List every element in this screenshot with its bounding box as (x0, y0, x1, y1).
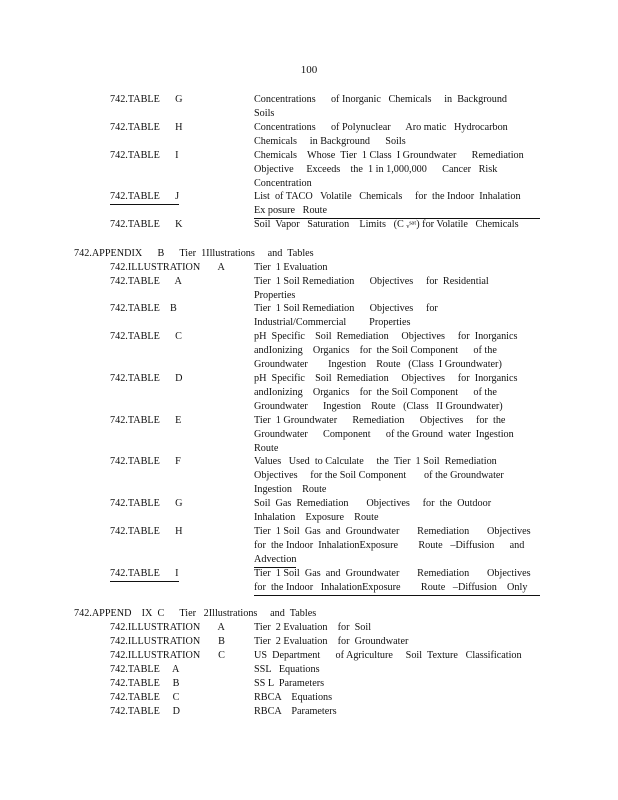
table-title-line: Objectives for the Soil Component of the Groundwater (254, 470, 504, 481)
table-ref: 742.TABLE D (110, 373, 183, 384)
table-ref: 742.TABLE I (110, 150, 179, 161)
table-title-line: Objective Exceeds the 1 in 1,000,000 Cancer Risk (254, 164, 498, 175)
table-title (254, 275, 540, 303)
table-ref: 742.TABLE G (110, 94, 183, 105)
table-title (254, 218, 540, 232)
table-title (254, 261, 540, 275)
table-title-line: Tier 1 Soil Remediation Objectives for Residential (254, 276, 489, 287)
table-title (254, 149, 540, 191)
table-title-line: Concentrations of Polynuclear Aro matic Hydrocarbon (254, 122, 508, 133)
table-title-line: Tier 1 Soil Gas and Groundwater Remediation Objectives (254, 526, 531, 537)
table-title-line: Groundwater Component of the Ground water Ingestion (254, 429, 514, 440)
table-title (254, 649, 540, 663)
table-ref: 742.TABLE K (110, 219, 183, 230)
table-title-line: Concentration (254, 178, 312, 189)
table-title (254, 302, 540, 330)
table-title-line: Tier 1 Soil Remediation Objectives for (254, 303, 438, 314)
table-ref: 742.TABLE C (110, 692, 180, 703)
table-title-line: List of TACO Volatile Chemicals for the Indoor Inhalation (254, 191, 521, 202)
table-title-line: pH Specific Soil Remediation Objectives for Inorganics (254, 373, 518, 384)
table-ref: 742.TABLE H (110, 526, 183, 537)
table-title-line: andIonizing Organics for the Soil Component of the (254, 345, 497, 356)
table-ref: 742.ILLUSTRATION C (110, 650, 225, 661)
table-title-line: Groundwater Ingestion Route (Class I Groundwater) (254, 359, 502, 370)
table-ref: 742.TABLE I (110, 567, 179, 582)
table-ref: 742.ILLUSTRATION B (110, 636, 225, 647)
table-title-line: Tier 2 Evaluation for Soil (254, 622, 372, 633)
table-title-line: Properties (254, 290, 296, 301)
table-ref: 742.TABLE A (110, 664, 180, 675)
table-title-line: Values Used to Calculate the Tier 1 Soil Remediation (254, 456, 497, 467)
table-title-line: Industrial/Commercial Properties (254, 317, 411, 328)
table-title-line: Concentrations of Inorganic Chemicals in Background (254, 94, 508, 105)
table-title-line: Groundwater Ingestion Route (Class II Groundwater) (254, 401, 503, 412)
table-title (254, 677, 540, 691)
table-title (254, 414, 540, 456)
table-ref: 742.ILLUSTRATION A (110, 262, 225, 273)
table-title (254, 497, 540, 525)
table-title-line: Ingestion Route (254, 484, 327, 495)
table-title-line: pH Specific Soil Remediation Objectives for Inorganics (254, 331, 518, 342)
table-ref: 742.TABLE B (110, 678, 180, 689)
table-ref: 742.TABLE F (110, 456, 181, 467)
table-title-line: SSL Equations (254, 664, 320, 675)
page-number: 100 (300, 64, 318, 76)
table-title (254, 663, 540, 677)
table-title (254, 121, 540, 149)
table-ref: 742.TABLE J (110, 190, 179, 205)
table-title (254, 455, 540, 497)
table-title (254, 691, 540, 705)
table-title (254, 635, 540, 649)
table-title-line: SS L Parameters (254, 678, 325, 689)
table-title-line: Ex posure Route (254, 205, 327, 216)
table-ref: 742.TABLE E (110, 415, 182, 426)
table-title-line: Soil Gas Remediation Objectives for the Outdoor (254, 498, 492, 509)
table-title-line: Inhalation Exposure Route (254, 512, 379, 523)
table-ref: 742.TABLE B (110, 303, 177, 314)
table-ref: 742.TABLE C (110, 331, 182, 342)
table-title (254, 372, 540, 414)
table-title-line: Advection (254, 553, 296, 568)
appendix-c-heading: 742.APPEND IX C Tier 2Illustrations and Tables (74, 608, 317, 619)
table-ref: 742.TABLE H (110, 122, 183, 133)
table-title-line: RBCA Equations (254, 692, 333, 703)
table-title-line: Soil Vapor Saturation Limits (C ᵥˢᵃᵗ) for Volatile Chemicals (254, 219, 519, 230)
table-title-line: for the Indoor InhalationExposure Route –Diffusion and (254, 540, 525, 551)
appendix-b-heading: 742.APPENDIX B Tier 1Illustrations and Tables (74, 248, 314, 259)
table-ref: 742.ILLUSTRATION A (110, 622, 225, 633)
table-ref: 742.TABLE G (110, 498, 183, 509)
table-title (254, 190, 540, 219)
table-title (254, 330, 540, 372)
table-title-line: US Department of Agriculture Soil Texture Classification (254, 650, 522, 661)
table-title-line: Tier 1 Soil Gas and Groundwater Remediation Objectives (254, 568, 531, 579)
table-title-line: Route (254, 443, 279, 454)
table-title (254, 705, 540, 719)
table-title-line: RBCA Parameters (254, 706, 337, 717)
table-title (254, 621, 540, 635)
table-title-line: andIonizing Organics for the Soil Component of the (254, 387, 497, 398)
table-title-line: Soils (254, 108, 275, 119)
table-title (254, 93, 540, 121)
table-title-line: Chemicals in Background Soils (254, 136, 406, 147)
table-ref: 742.TABLE D (110, 706, 180, 717)
table-title-line: Tier 1 Evaluation (254, 262, 328, 273)
table-title-line: Tier 2 Evaluation for Groundwater (254, 636, 409, 647)
table-title-line: Tier 1 Groundwater Remediation Objectives for the (254, 415, 506, 426)
table-title (254, 567, 540, 596)
table-title (254, 525, 540, 568)
table-title-line: Chemicals Whose Tier 1 Class I Groundwater Remediation (254, 150, 524, 161)
table-ref: 742.TABLE A (110, 276, 182, 287)
table-title-line: for the Indoor InhalationExposure Route –Diffusion Only (254, 582, 528, 593)
